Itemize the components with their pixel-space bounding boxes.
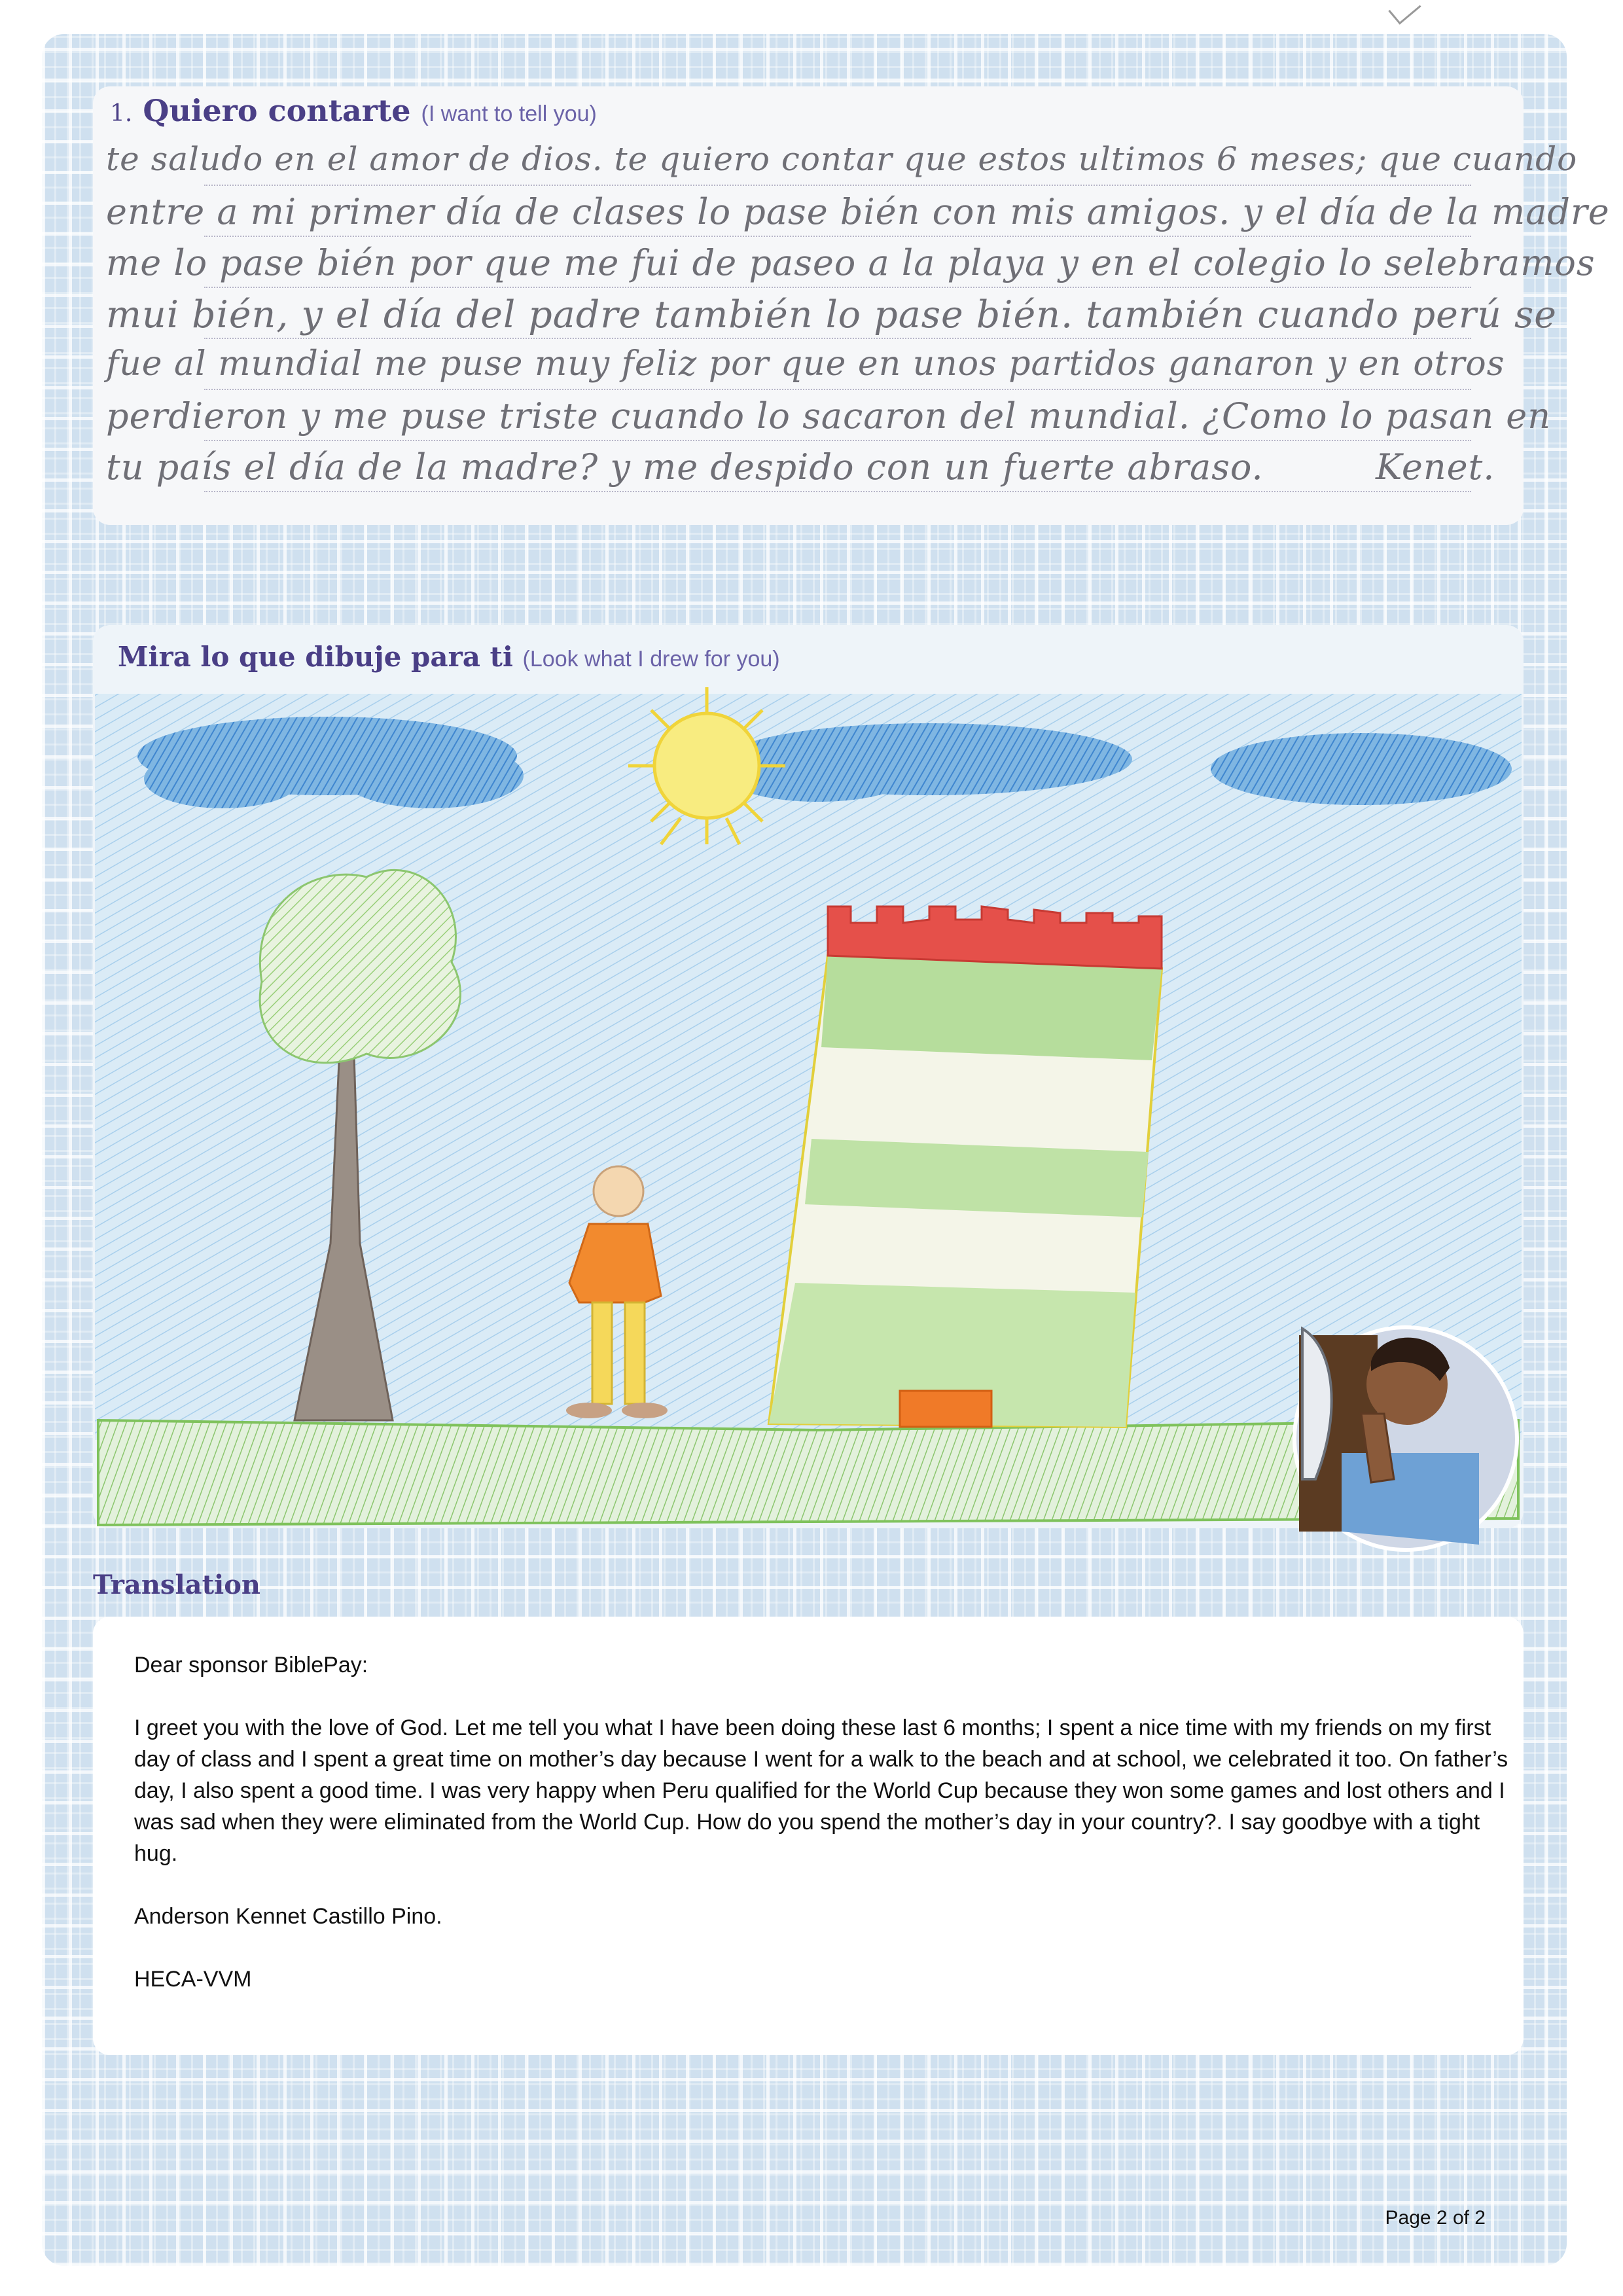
- handwriting-line-7: tu país el día de la madre? y me despido con un fuerte abraso.: [106, 446, 1264, 488]
- section2-title: Mira lo que dibuje para ti: [118, 641, 513, 673]
- translation-body: I greet you with the love of God. Let me tell you what I have been doing these last 6 months; I spent a nice time with my friends on my first day of class and I spent a great time on mother’s day because I went for a walk to the beach and at school, we celebrated it too. On father’s day, I also spent a good time. I was very happy when Peru qualified for the World Cup because they won some games and lost others and I was sad when they were eliminated from the World Cup. How do you spend the mother’s day in your country?. I say goodbye with a tight hug.: [134, 1715, 1508, 1866]
- praying-boy-illustration: [1294, 1327, 1517, 1550]
- handwriting-line-4: mui bién, y el día del padre también lo pase bién. también cuando perú se: [106, 293, 1557, 336]
- section2-subtitle: (Look what I drew for you): [522, 647, 780, 672]
- translation-name: Anderson Kennet Castillo Pino.: [134, 1904, 442, 1929]
- section1-title: Quiero contarte: [143, 93, 411, 128]
- translation-heading: Translation: [93, 1570, 260, 1600]
- translation-code: HECA-VVM: [134, 1967, 252, 1992]
- handwriting-line-2: entre a mi primer día de clases lo pase bién con mis amigos. y el día de la madre: [106, 191, 1610, 232]
- tower-building: [769, 906, 1162, 1427]
- handwriting-signature: Kenet.: [1376, 446, 1495, 488]
- handwriting-line-3: me lo pase bién por que me fui de paseo a la playa y en el colegio lo selebramos: [106, 242, 1596, 283]
- handwriting-line-5: fue al mundial me puse muy feliz por que en unos partidos ganaron y en otros: [106, 344, 1505, 384]
- handwriting-line-6: perdieron y me puse triste cuando lo sacaron del mundial. ¿Como lo pasan en: [106, 395, 1551, 437]
- translation-greeting: Dear sponsor BiblePay:: [134, 1653, 368, 1677]
- handwriting-line-1: te saludo en el amor de dios. te quiero contar que estos ultimos 6 meses; que cuando: [106, 140, 1578, 178]
- section1-number: 1.: [110, 100, 133, 127]
- section1-subtitle: (I want to tell you): [421, 101, 597, 126]
- sun: [628, 687, 785, 844]
- cloud-right: [1211, 733, 1512, 805]
- cloud-left: [137, 717, 524, 808]
- page-number: Page 2 of 2: [1385, 2207, 1486, 2229]
